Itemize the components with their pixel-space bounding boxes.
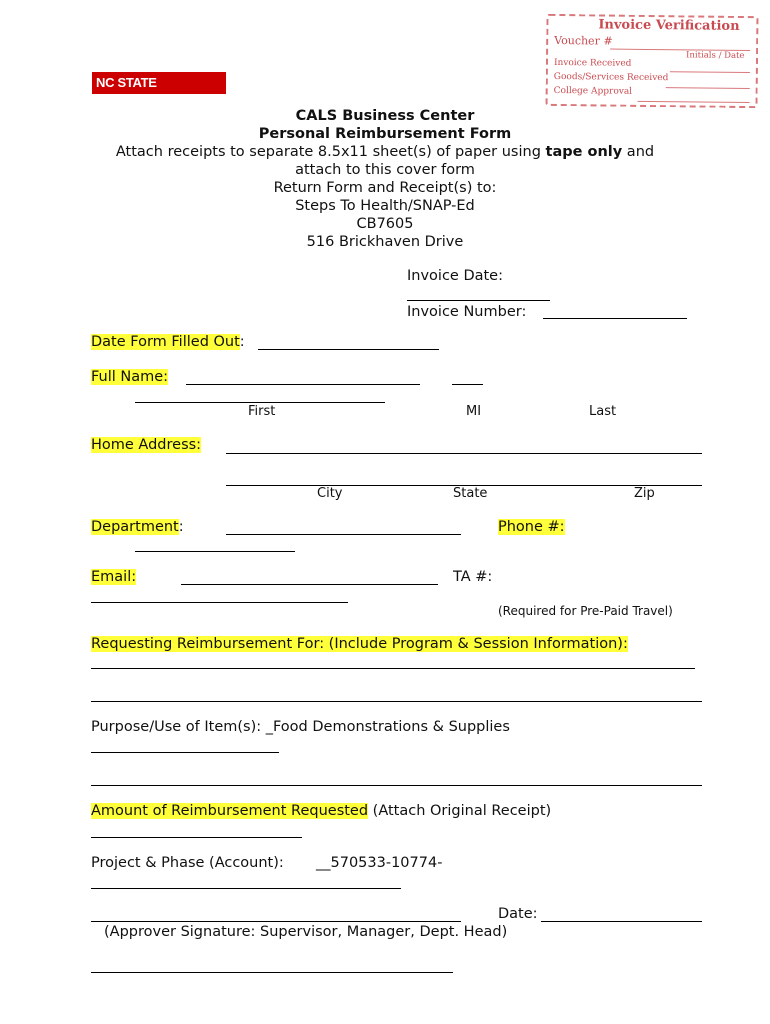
purpose-label: Purpose/Use of Item(s): _Food Demonstrations & Supplies bbox=[91, 719, 510, 735]
ta-label: TA #: bbox=[453, 569, 493, 585]
ta-note: (Required for Pre-Paid Travel) bbox=[498, 604, 673, 618]
purpose-field-2[interactable] bbox=[91, 785, 702, 786]
invoice-verification-stamp bbox=[546, 14, 759, 108]
street-address-field[interactable] bbox=[226, 453, 702, 454]
stamp-title: Invoice Verification bbox=[598, 17, 740, 34]
address-line-3: 516 Brickhaven Drive bbox=[306, 234, 464, 250]
stamp-initials-date: Initials / Date bbox=[686, 50, 745, 61]
invoice-number-label: Invoice Number: bbox=[407, 304, 527, 320]
invoice-date-label: Invoice Date: bbox=[407, 268, 503, 284]
stamp-goods-received: Goods/Services Received bbox=[553, 71, 669, 84]
home-address-label: Home Address: bbox=[91, 437, 202, 453]
requesting-field-1[interactable] bbox=[91, 668, 695, 669]
department-label: Department: bbox=[91, 519, 184, 535]
invoice-date-field[interactable] bbox=[407, 300, 550, 301]
email-label: Email: bbox=[91, 569, 137, 585]
attach-instructions-2: attach to this cover form bbox=[295, 162, 475, 178]
full-name-label: Full Name: bbox=[91, 369, 169, 385]
zip-caption: Zip bbox=[634, 486, 655, 501]
first-caption: First bbox=[248, 404, 276, 419]
invoice-number-field[interactable] bbox=[543, 318, 687, 319]
date-label: Date: bbox=[498, 906, 538, 922]
requesting-label: Requesting Reimbursement For: (Include Program & Session Information): bbox=[91, 636, 628, 652]
stamp-voucher: Voucher # bbox=[554, 33, 613, 48]
phone-field[interactable] bbox=[135, 551, 295, 552]
stamp-invoice-received: Invoice Received bbox=[553, 57, 632, 69]
department-field[interactable] bbox=[226, 534, 461, 535]
amount-label: Amount of Reimbursement Requested (Attach Original Receipt) bbox=[91, 803, 552, 819]
address-line-1: Steps To Health/SNAP-Ed bbox=[295, 198, 475, 214]
project-value: __570533-10774- bbox=[316, 855, 443, 871]
nc-state-logo: NC STATE UNIVERSITY bbox=[92, 72, 226, 94]
email-field[interactable] bbox=[181, 584, 438, 585]
approval-date-field[interactable] bbox=[541, 921, 702, 922]
phone-label: Phone #: bbox=[498, 519, 565, 535]
approver-label: (Approver Signature: Supervisor, Manager, Dept. Head) bbox=[104, 924, 508, 940]
requesting-field-2[interactable] bbox=[91, 701, 702, 702]
stamp-college-approval: College Approval bbox=[553, 85, 633, 97]
mi-caption: MI bbox=[466, 404, 482, 419]
amount-field[interactable] bbox=[91, 837, 302, 838]
project-label: Project & Phase (Account): bbox=[91, 855, 284, 871]
approver-signature-field[interactable] bbox=[91, 921, 461, 922]
additional-signature-field[interactable] bbox=[91, 972, 453, 973]
business-center-title: CALS Business Center bbox=[295, 108, 475, 124]
ta-field[interactable] bbox=[91, 602, 348, 603]
date-filled-field[interactable] bbox=[258, 349, 439, 350]
address-line-2: CB7605 bbox=[356, 216, 414, 232]
attach-instructions: Attach receipts to separate 8.5x11 sheet(s) of paper using tape only and bbox=[115, 144, 655, 160]
mi-field[interactable] bbox=[452, 384, 483, 385]
form-title: Personal Reimbursement Form bbox=[258, 126, 512, 142]
last-name-field[interactable] bbox=[135, 402, 385, 403]
last-caption: Last bbox=[589, 404, 617, 419]
city-caption: City bbox=[317, 486, 343, 501]
date-filled-label: Date Form Filled Out: bbox=[91, 334, 245, 350]
purpose-field-1[interactable] bbox=[91, 752, 279, 753]
project-field[interactable] bbox=[91, 888, 401, 889]
first-name-field[interactable] bbox=[186, 384, 420, 385]
state-caption: State bbox=[453, 486, 488, 501]
return-to: Return Form and Receipt(s) to: bbox=[273, 180, 497, 196]
